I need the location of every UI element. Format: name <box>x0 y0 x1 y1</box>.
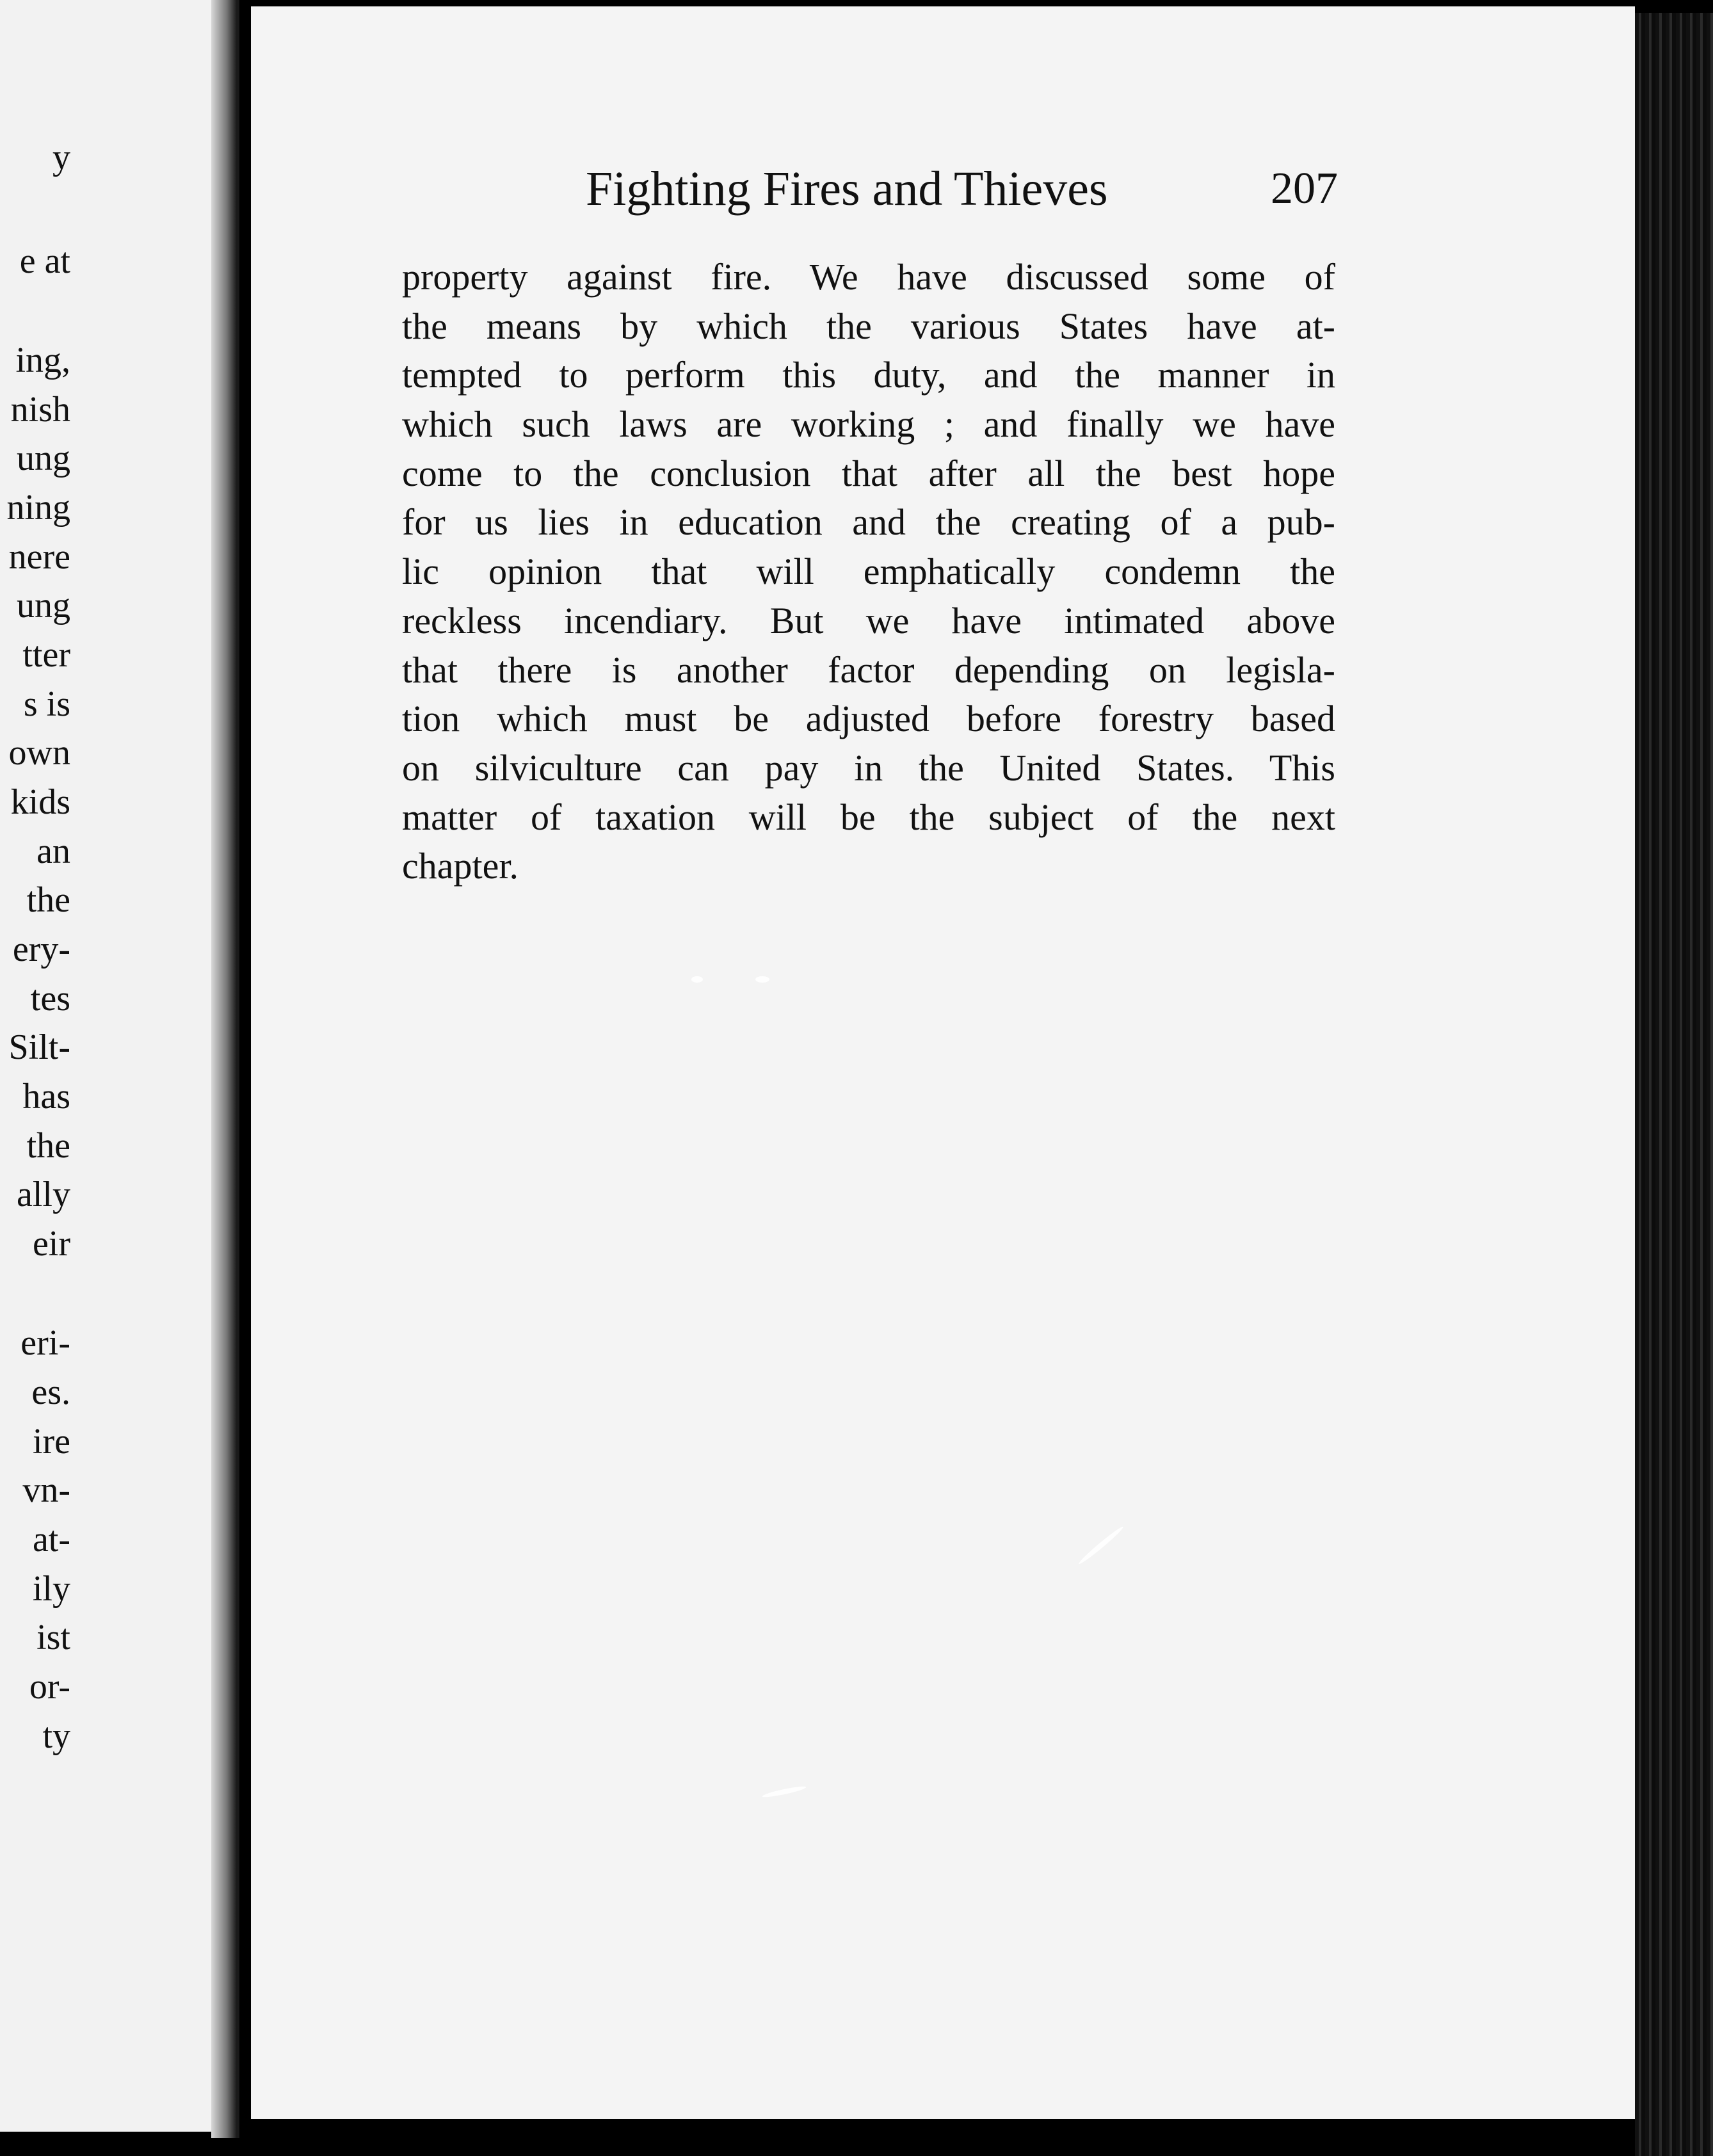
text-line: reckless incendiary. But we have intimated above <box>402 599 1335 641</box>
facing-page-fragment: e at <box>19 241 70 281</box>
facing-page-fragment: tes <box>30 979 70 1018</box>
facing-page-fragment: ire <box>32 1422 70 1461</box>
text-line: matter of taxation will be the subject of the next <box>402 796 1335 838</box>
text-line: for us lies in education and the creating of a pub- <box>402 501 1335 543</box>
facing-page-fragment: ily <box>32 1569 70 1609</box>
body-paragraph <box>402 253 1335 891</box>
page-number: 207 <box>1271 164 1338 213</box>
text-line: tempted to perform this duty, and the manner in <box>402 354 1335 396</box>
facing-page-fragment: s is <box>23 684 70 724</box>
facing-page-fragment: ally <box>17 1175 70 1214</box>
text-line: the means by which the various States have at- <box>402 305 1335 347</box>
book-gutter <box>211 0 239 2138</box>
facing-page-fragment: ung <box>17 438 70 478</box>
scan-speck <box>691 976 703 983</box>
page-block-edge <box>1635 13 1713 2156</box>
running-head-title: Fighting Fires and Thieves <box>586 162 1108 216</box>
facing-page-fragment: nish <box>10 390 70 430</box>
text-line: on silviculture can pay in the United States. This <box>402 746 1335 789</box>
text-line: property against fire. We have discussed some of <box>402 256 1335 298</box>
facing-page-fragment: ning <box>6 488 70 527</box>
text-line: that there is another factor depending on legisla- <box>402 648 1335 691</box>
text-line: come to the conclusion that after all the best hope <box>402 452 1335 494</box>
facing-page-fragment: ist <box>36 1618 70 1657</box>
facing-page-fragment: ty <box>42 1716 70 1756</box>
text-line: lic opinion that will emphatically condemn the <box>402 551 1335 593</box>
facing-page-fragment: the <box>26 880 70 920</box>
facing-page-fragment: or- <box>29 1667 70 1707</box>
text-line: chapter. <box>402 845 519 887</box>
text-line: tion which must be adjusted before forestry based <box>402 698 1335 740</box>
facing-page-fragment: has <box>22 1077 70 1116</box>
facing-page-fragment: nere <box>8 537 70 577</box>
text-line: which such laws are working ; and finally we have <box>402 403 1335 446</box>
facing-page-fragment: Silt- <box>8 1027 70 1067</box>
facing-page-fragment: eir <box>32 1224 70 1264</box>
scan-speck <box>755 976 769 983</box>
facing-page-fragment: ung <box>17 586 70 625</box>
facing-page-fragment: an <box>36 832 70 871</box>
facing-page <box>0 0 229 2132</box>
facing-page-fragment: the <box>26 1126 70 1166</box>
facing-page-fragment: ery- <box>12 929 70 969</box>
running-head <box>333 154 1338 224</box>
facing-page-fragment: tter <box>22 635 70 675</box>
facing-page-fragment: kids <box>10 782 70 822</box>
facing-page-fragment: y <box>52 138 70 177</box>
facing-page-fragment: eri- <box>20 1323 70 1363</box>
facing-page-fragment: own <box>8 733 70 773</box>
facing-page-fragment: ing, <box>15 341 70 380</box>
facing-page-fragment: vn- <box>22 1470 70 1510</box>
facing-page-fragment: es. <box>31 1372 70 1412</box>
facing-page-fragment: at- <box>32 1520 70 1559</box>
